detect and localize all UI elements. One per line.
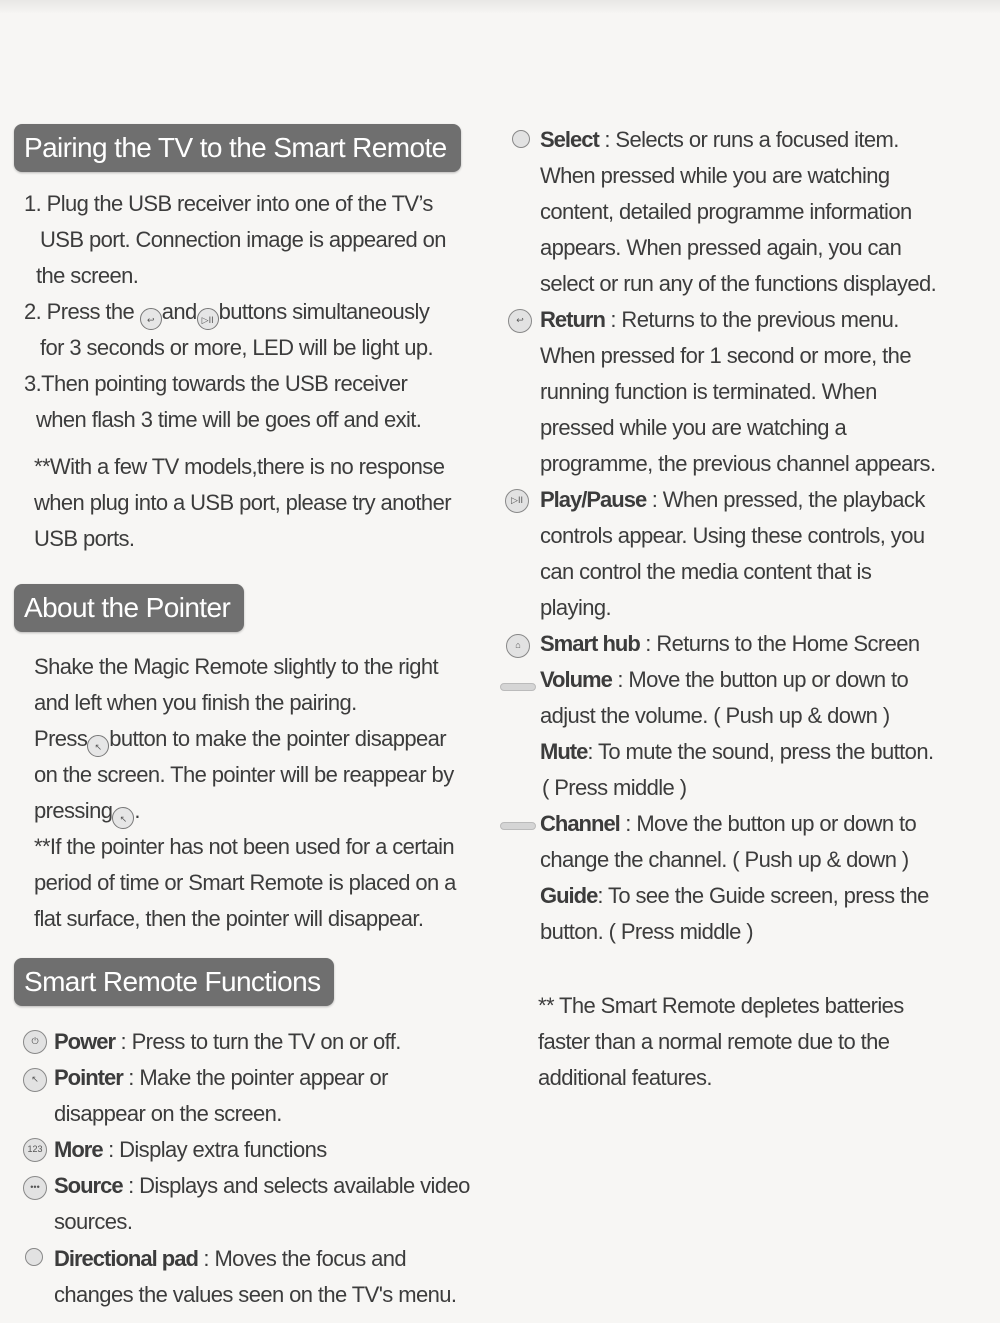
pairing-note-2: when plug into a USB port, please try another (34, 490, 451, 515)
function-source-desc: : Displays and selects available video (122, 1173, 470, 1198)
function-dpad-desc: : Moves the focus and (197, 1246, 407, 1271)
function-play-key: Play/Pause (540, 487, 647, 512)
power-icon: ⏻ (23, 1030, 47, 1054)
function-dpad-key: Directional pad (54, 1246, 198, 1271)
pointer-text-7: period of time or Smart Remote is placed on a (34, 870, 456, 895)
pointer-icon: ↖ (112, 807, 134, 829)
directional-pad-icon (25, 1248, 43, 1266)
function-mute-2: ( Press middle ) (542, 775, 687, 800)
function-channel-key: Channel (540, 811, 620, 836)
function-more-desc: : Display extra functions (102, 1137, 327, 1162)
pointer-text-6: **If the pointer has not been used for a certain (34, 834, 455, 859)
battery-note-1: ** The Smart Remote depletes batteries (538, 993, 904, 1018)
function-smart-hub (540, 626, 920, 662)
page-top-shadow (0, 0, 1000, 14)
function-pointer-desc: : Make the pointer appear or (122, 1065, 388, 1090)
function-channel-2: change the channel. ( Push up & down ) (540, 847, 909, 872)
pointer-text-4: on the screen. The pointer will be reappear by (34, 762, 454, 787)
function-mute (540, 734, 933, 770)
function-play-3: can control the media content that is (540, 559, 872, 584)
function-more-key: More (54, 1137, 103, 1162)
function-guide-2: button. ( Press middle ) (540, 919, 754, 944)
section-header-functions: Smart Remote Functions (14, 958, 334, 1006)
section-header-pointer: About the Pointer (14, 584, 244, 632)
pointer-text-3a: Press (34, 726, 88, 751)
return-icon: ↩ (140, 308, 162, 330)
pairing-step-2-text-c: buttons simultaneously (218, 299, 430, 324)
function-select-3: content, detailed programme information (540, 199, 912, 224)
pairing-step-2-text-a: 2. Press the (24, 299, 135, 324)
pointer-text-5a: pressing (34, 798, 113, 823)
function-mute-key: Mute (540, 739, 588, 764)
function-play-4: playing. (540, 595, 612, 620)
function-guide-desc: : To see the Guide screen, press the (597, 883, 929, 908)
pairing-step-3: 3.Then pointing towards the USB receiver (24, 371, 408, 396)
function-power-desc: : Press to turn the TV on or off. (115, 1029, 401, 1054)
pairing-step-2 (24, 294, 429, 330)
function-select-4: appears. When pressed again, you can (540, 235, 902, 260)
pairing-step-1-cont: USB port. Connection image is appeared on (40, 227, 446, 252)
pointer-text-2: and left when you finish the pairing. (34, 690, 357, 715)
section-header-pairing: Pairing the TV to the Smart Remote (14, 124, 461, 172)
function-select-5: select or run any of the functions displayed. (540, 271, 937, 296)
function-return-key: Return (540, 307, 605, 332)
play-pause-icon: ▷II (197, 308, 219, 330)
pointer-icon: ↖ (87, 735, 109, 757)
function-select-desc: : Selects or runs a focused item. (598, 127, 899, 152)
volume-rocker-icon (500, 683, 536, 691)
function-source (54, 1168, 470, 1204)
pointer-text-5b: . (134, 798, 140, 823)
function-volume-key: Volume (540, 667, 612, 692)
pairing-step-1: 1. Plug the USB receiver into one of the TV’s (24, 191, 433, 216)
channel-rocker-icon (500, 822, 536, 830)
battery-note-2: faster than a normal remote due to the (538, 1029, 890, 1054)
pointer-text-1: Shake the Magic Remote slightly to the right (34, 654, 439, 679)
function-return-2: When pressed for 1 second or more, the (540, 343, 911, 368)
pointer-icon: ↖ (23, 1068, 47, 1092)
pairing-note-3: USB ports. (34, 526, 135, 551)
function-source-key: Source (54, 1173, 123, 1198)
pairing-step-3-cont: when flash 3 time will be goes off and exit. (36, 407, 422, 432)
function-hub-desc: : Returns to the Home Screen (639, 631, 920, 656)
function-hub-key: Smart hub (540, 631, 640, 656)
function-volume (540, 662, 908, 698)
function-return (540, 302, 899, 338)
pairing-step-2-cont: for 3 seconds or more, LED will be light up. (40, 335, 434, 360)
pairing-step-2-text-b: and (161, 299, 197, 324)
function-play-desc: : When pressed, the playback (646, 487, 925, 512)
function-guide (540, 878, 929, 914)
pairing-note-1: **With a few TV models,there is no response (34, 454, 445, 479)
pointer-text-5 (34, 793, 140, 829)
function-mute-desc: : To mute the sound, press the button. (587, 739, 934, 764)
function-pointer-cont: disappear on the screen. (54, 1101, 282, 1126)
function-channel-desc: : Move the button up or down to (619, 811, 917, 836)
select-icon (512, 130, 530, 148)
play-pause-icon: ▷II (505, 489, 529, 513)
function-play-2: controls appear. Using these controls, you (540, 523, 925, 548)
function-play-pause (540, 482, 925, 518)
battery-note-3: additional features. (538, 1065, 712, 1090)
pairing-step-1-cont2: the screen. (36, 263, 139, 288)
function-select (540, 122, 899, 158)
function-return-desc: : Returns to the previous menu. (604, 307, 899, 332)
function-channel (540, 806, 916, 842)
function-power (54, 1024, 401, 1060)
function-guide-key: Guide (540, 883, 598, 908)
return-icon: ↩ (508, 309, 532, 333)
function-return-4: pressed while you are watching a (540, 415, 847, 440)
home-icon: ⌂ (506, 634, 530, 658)
function-select-key: Select (540, 127, 599, 152)
pointer-text-3b: button to make the pointer disappear (109, 726, 446, 751)
function-pointer-key: Pointer (54, 1065, 123, 1090)
function-more (54, 1132, 327, 1168)
function-return-3: running function is terminated. When (540, 379, 877, 404)
function-power-key: Power (54, 1029, 116, 1054)
function-source-cont: sources. (54, 1209, 133, 1234)
pointer-text-8: flat surface, then the pointer will disappear. (34, 906, 424, 931)
pointer-text-3 (34, 721, 446, 757)
source-icon: ••• (23, 1176, 47, 1200)
function-volume-2: adjust the volume. ( Push up & down ) (540, 703, 890, 728)
function-pointer (54, 1060, 388, 1096)
function-dpad (54, 1241, 406, 1277)
function-return-5: programme, the previous channel appears. (540, 451, 936, 476)
function-select-2: When pressed while you are watching (540, 163, 890, 188)
more-icon: 123 (23, 1138, 47, 1162)
function-volume-desc: : Move the button up or down to (611, 667, 909, 692)
function-dpad-cont: changes the values seen on the TV's menu. (54, 1282, 457, 1307)
